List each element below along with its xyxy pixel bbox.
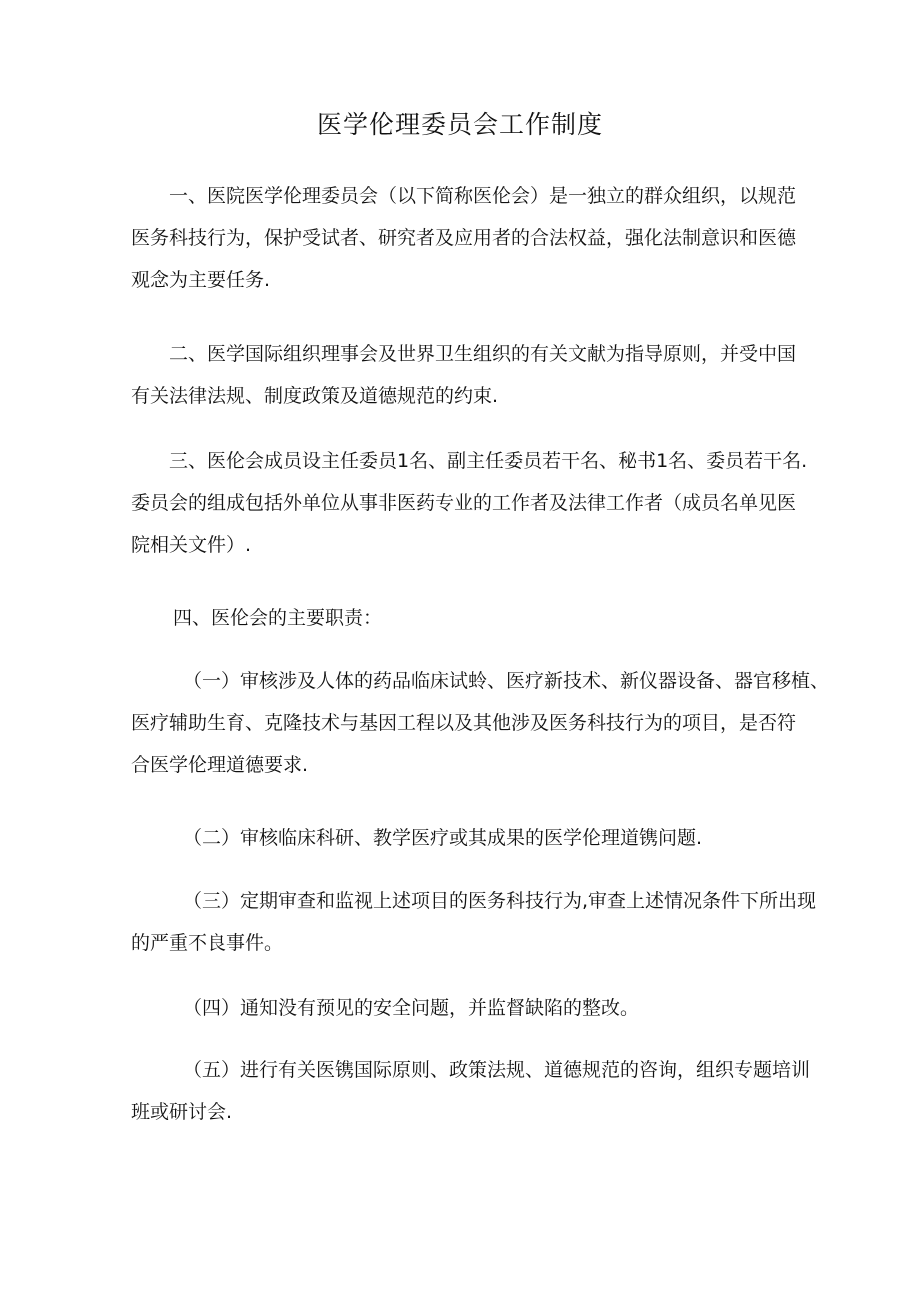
paragraph-line: 的严重不良事件。 (131, 932, 284, 954)
duty-2 (131, 817, 791, 859)
duty-3 (131, 880, 817, 964)
paragraph-line: （一）审核涉及人体的药品临床试蛉、医疗新技术、新仪器设备、器官移植、 (183, 670, 830, 692)
document-title: 医学伦理委员会工作制度 (316, 110, 603, 139)
paragraph-line: （三）定期审查和监视上述项目的医务科技行为,审查上述情况条件下所出现 (183, 890, 817, 912)
paragraph-3 (131, 440, 808, 566)
paragraph-line: 四、医伦会的主要职责： (173, 607, 383, 629)
duties-heading (131, 597, 791, 639)
paragraph-line: （五）进行有关医镌国际原则、政策法规、道德规范的咨询，组织专题培训 (183, 1059, 811, 1081)
duty-1 (131, 660, 830, 786)
paragraph-line: （四）通知没有预见的安全问题，并监督缺陷的整改。 (183, 997, 640, 1019)
paragraph-line: 班或研讨会. (131, 1101, 233, 1123)
paragraph-line: 院相关文件）. (131, 534, 252, 556)
paragraph-line: 观念为主要任务. (131, 269, 271, 291)
paragraph-2 (131, 333, 797, 417)
duty-4 (131, 987, 791, 1029)
paragraph-line: （二）审核临床科研、教学医疗或其成果的医学伦理道镌问题. (183, 827, 703, 849)
duty-5 (131, 1049, 811, 1133)
paragraph-line: 二、医学国际组织理事会及世界卫生组织的有关文献为指导原则，并受中国 (169, 343, 797, 365)
paragraph-1 (131, 175, 797, 301)
paragraph-line: 一、医院医学伦理委员会（以下简称医伦会）是一独立的群众组织，以规范 (169, 185, 797, 207)
paragraph-line: 医务科技行为，保护受试者、研究者及应用者的合法权益，强化法制意识和医德 (131, 227, 797, 249)
paragraph-line: 医疗辅助生育、克隆技术与基因工程以及其他涉及医务科技行为的项目，是否符 (131, 712, 797, 734)
paragraph-line: 三、医伦会成员设主任委员1名、副主任委员若干名、秘书1名、委员若干名. (169, 450, 808, 472)
paragraph-line: 有关法律法规、制度政策及道德规范的约束. (131, 385, 499, 407)
paragraph-line: 委员会的组成包括外单位从事非医药专业的工作者及法律工作者（成员名单见医 (131, 492, 797, 514)
paragraph-line: 合医学伦理道德要求. (131, 754, 309, 776)
